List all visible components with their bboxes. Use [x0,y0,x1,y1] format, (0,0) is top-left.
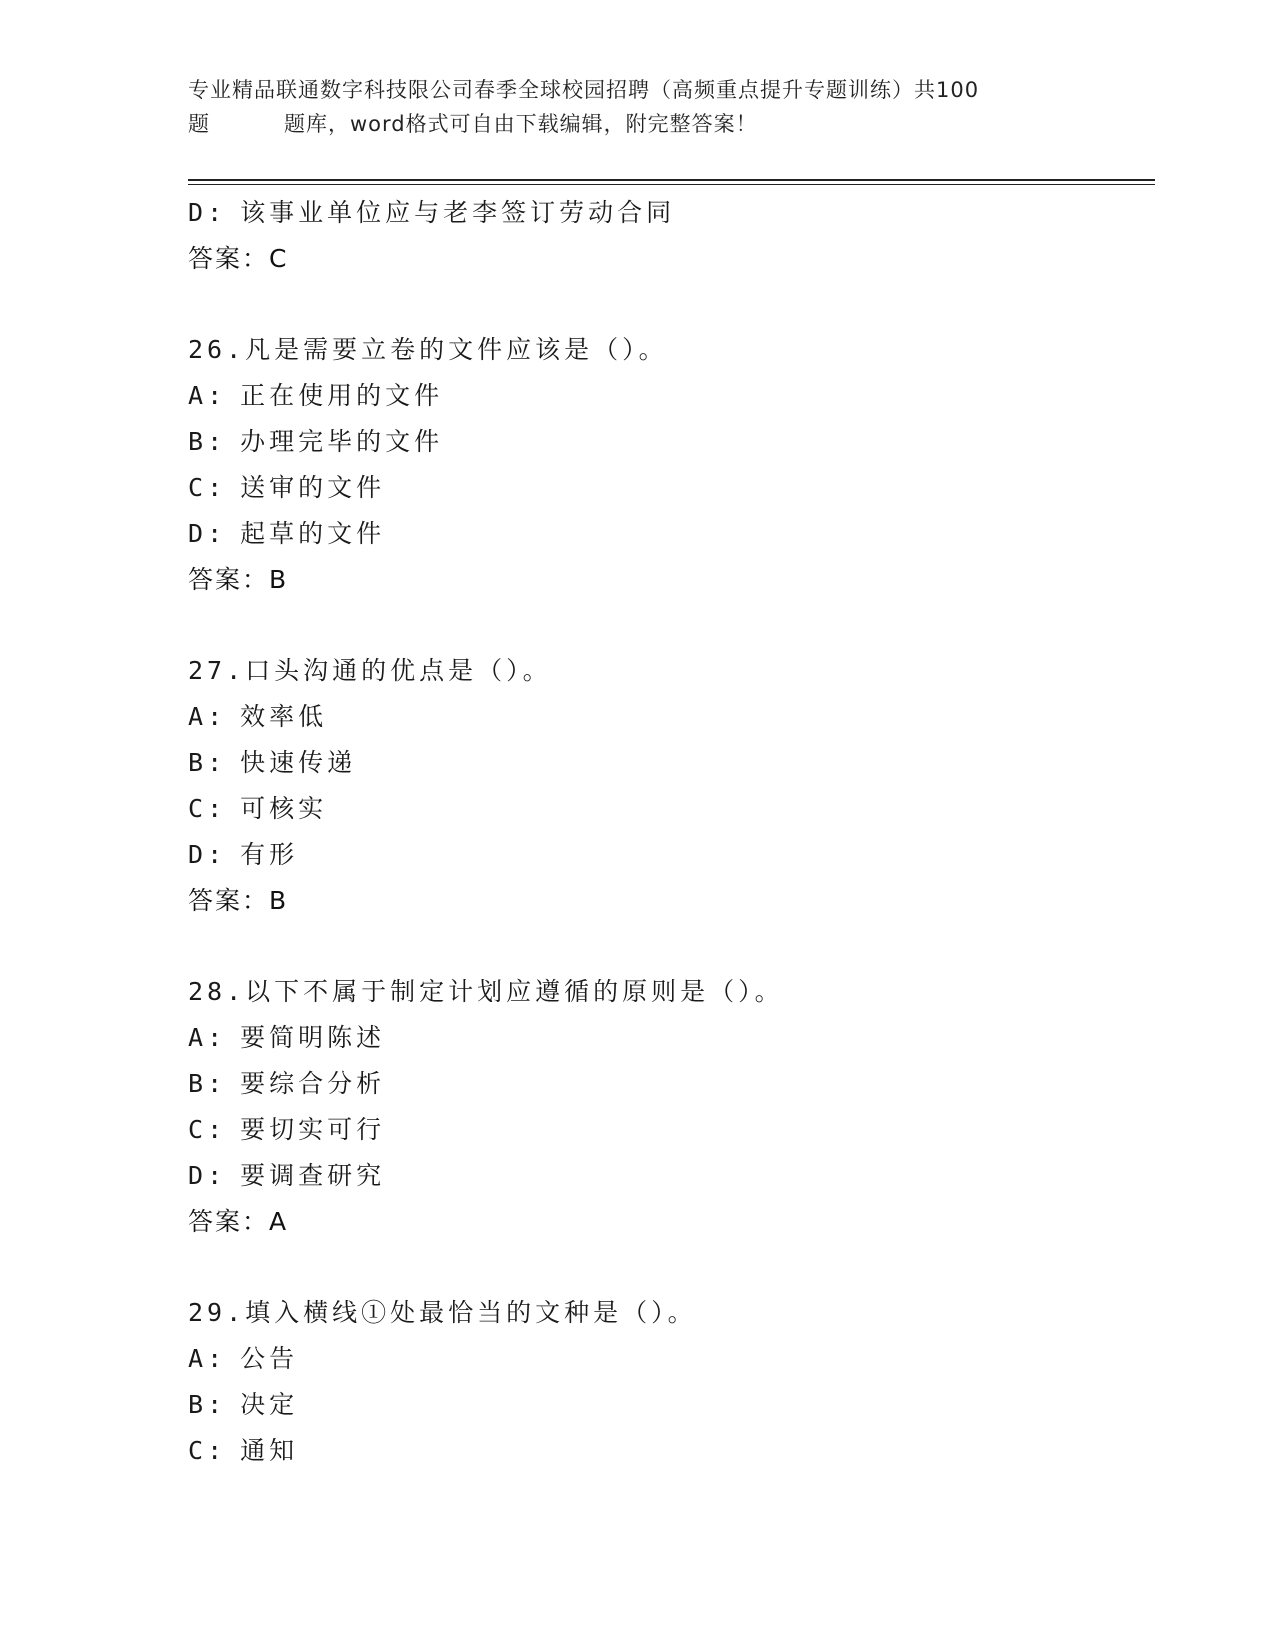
question-stem [188,327,1148,373]
answer-line: 答案：B [188,886,289,915]
option-key: A : [188,381,240,410]
header-title-line1: 专业精品联通数字科技限公司春季全球校园招聘（高频重点提升专题训练）共100 [188,78,980,102]
option-row [188,1382,1148,1428]
option-key: B : [188,748,240,777]
question-text: 口头沟通的优点是（）。 [245,656,552,685]
document-header [188,73,1088,141]
question-number: 27 . [188,656,245,685]
option-text: 效率低 [240,702,328,731]
option-text: 有形 [240,840,299,869]
option-key: D : [188,519,240,548]
option-text: 要综合分析 [240,1069,386,1098]
option-text: 该事业单位应与老李签订劳动合同 [240,198,676,227]
option-row [188,511,1148,557]
option-key: D : [188,1161,240,1190]
answer-line: 答案：B [188,565,289,594]
option-key: A : [188,1023,240,1052]
question-number: 29 . [188,1298,245,1327]
question-number: 26 . [188,335,245,364]
option-text: 送审的文件 [240,473,386,502]
option-row [188,190,1148,236]
header-divider-thick [188,179,1155,181]
option-key: C : [188,1436,240,1465]
header-title-line2 [188,107,1088,141]
question-text: 凡是需要立卷的文件应该是（）。 [245,335,668,364]
option-key: A : [188,702,240,731]
option-key: B : [188,427,240,456]
option-key: A : [188,1344,240,1373]
option-text: 公告 [240,1344,299,1373]
answer-line: 答案：A [188,1207,289,1236]
option-row [188,1015,1148,1061]
header-divider-thin [188,184,1155,185]
option-key: C : [188,473,240,502]
option-key: C : [188,794,240,823]
option-text: 要简明陈述 [240,1023,386,1052]
option-text: 可核实 [240,794,328,823]
option-row [188,786,1148,832]
option-text: 办理完毕的文件 [240,427,444,456]
option-row [188,465,1148,511]
option-row [188,373,1148,419]
option-text: 正在使用的文件 [240,381,444,410]
question-stem [188,969,1148,1015]
option-key: C : [188,1115,240,1144]
option-key: D : [188,198,240,227]
option-text: 要调查研究 [240,1161,386,1190]
option-text: 起草的文件 [240,519,386,548]
answer-line: 答案：C [188,244,289,273]
option-row [188,694,1148,740]
option-row [188,1336,1148,1382]
question-text: 填入横线①处最恰当的文种是（）。 [245,1298,697,1327]
option-text: 快速传递 [240,748,357,777]
option-row [188,1107,1148,1153]
option-text: 要切实可行 [240,1115,386,1144]
option-row [188,419,1148,465]
header-title-line2-start: 题 [188,112,210,136]
question-stem [188,648,1148,694]
question-number: 28 . [188,977,245,1006]
option-key: B : [188,1069,240,1098]
option-row [188,1153,1148,1199]
option-row [188,740,1148,786]
option-text: 决定 [240,1390,299,1419]
option-key: B : [188,1390,240,1419]
question-list [188,190,1148,1474]
option-row [188,1061,1148,1107]
option-row [188,1428,1148,1474]
option-key: D : [188,840,240,869]
option-text: 通知 [240,1436,299,1465]
question-text: 以下不属于制定计划应遵循的原则是（）。 [245,977,784,1006]
header-title-line2-end: 题库，word格式可自由下载编辑，附完整答案！ [284,112,758,136]
question-stem [188,1290,1148,1336]
option-row [188,832,1148,878]
